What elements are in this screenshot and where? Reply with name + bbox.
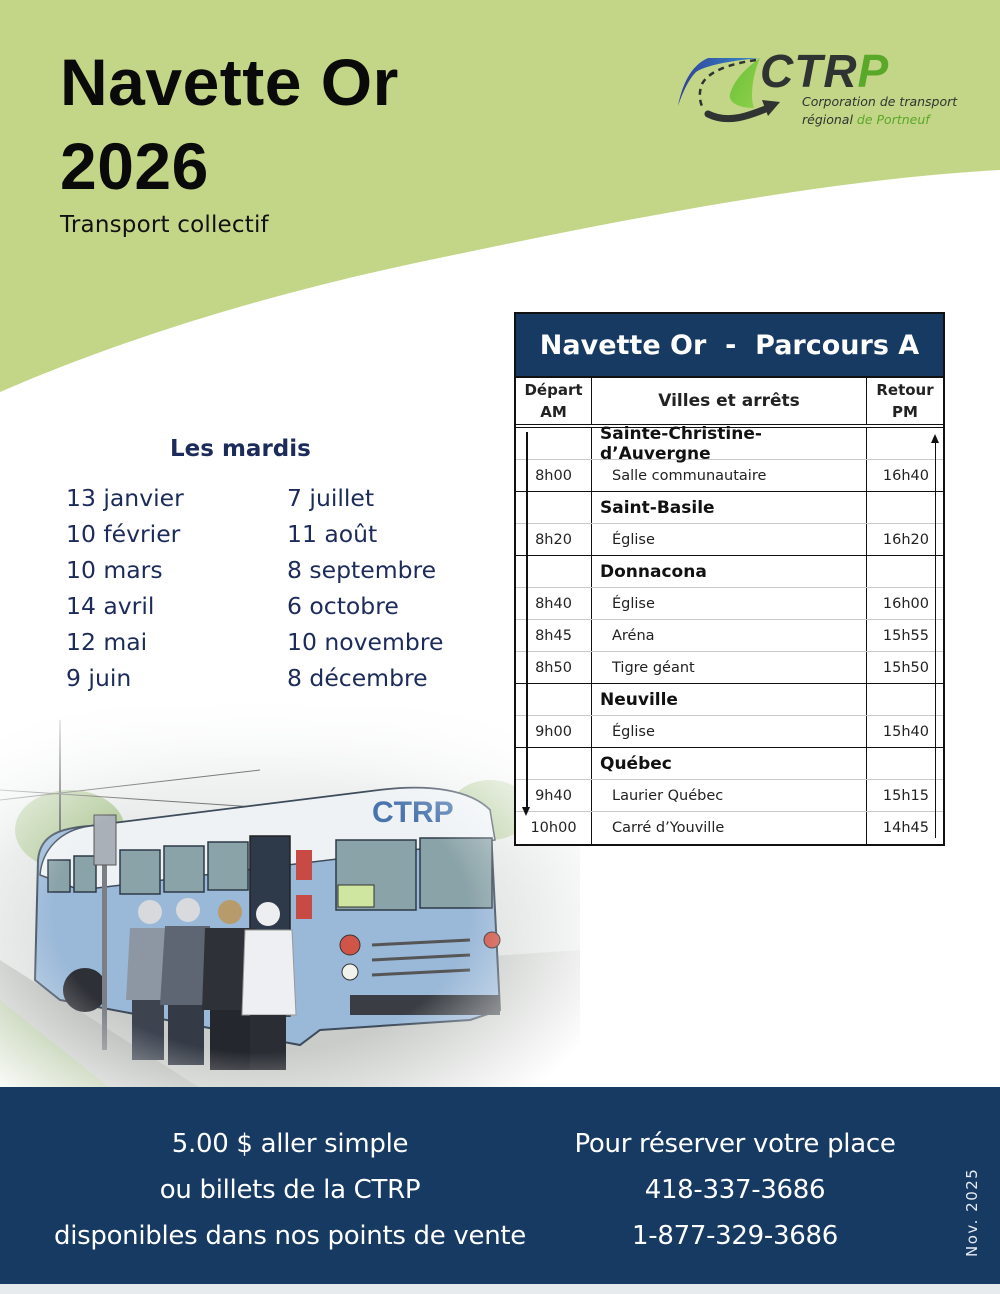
cell-depart: 8h40 [516, 588, 592, 619]
cell-stop: Laurier Québec [592, 780, 867, 811]
date-item: 10 mars [66, 556, 163, 584]
cell-stop: Église [592, 588, 867, 619]
fare-line: disponibles dans nos points de vente [54, 1221, 526, 1251]
table-row-city [516, 748, 943, 780]
bus-illustration [0, 700, 580, 1088]
table-row-stop [516, 716, 943, 748]
cell-stop: Église [592, 524, 867, 555]
date-item: 11 août [287, 520, 378, 548]
schedule-body [516, 423, 943, 844]
dates-heading: Les mardis [170, 436, 311, 462]
title-block [60, 40, 399, 238]
date-item: 13 janvier [66, 484, 184, 512]
cell-stop: Église [592, 716, 867, 747]
date-item: 9 juin [66, 664, 132, 692]
footer-reservation-info [555, 1121, 915, 1259]
cell-depart: 8h00 [516, 460, 592, 491]
cell-retour [867, 556, 943, 587]
footer-bottom-strip [0, 1284, 1000, 1294]
table-row-city [516, 684, 943, 716]
footer-fare-info [0, 1121, 580, 1259]
header-depart-am [516, 378, 592, 424]
cell-retour: 16h00 [882, 595, 929, 612]
table-row-stop [516, 652, 943, 684]
cell-stop: Aréna [592, 620, 867, 651]
fare-line: ou billets de la CTRP [159, 1175, 421, 1205]
publication-date: Nov. 2025 [963, 1167, 981, 1257]
date-item: 6 octobre [287, 592, 399, 620]
cell-retour [867, 492, 943, 523]
cell-city: Saint-Basile [592, 492, 867, 523]
schedule-title: Navette Or - Parcours A [516, 314, 943, 378]
logo-tagline-line-2a: régional [802, 112, 857, 127]
cell-retour: 15h15 [882, 787, 929, 804]
cell-depart: 9h40 [516, 780, 592, 811]
date-item: 12 mai [66, 628, 148, 656]
ctrp-logo [668, 46, 968, 141]
reservation-label: Pour réserver votre place [574, 1129, 896, 1159]
header-retour-pm [867, 378, 943, 424]
header-depart-label: Départ [524, 381, 583, 399]
page-subtitle: Transport collectif [60, 212, 269, 238]
date-item: 10 novembre [287, 628, 444, 656]
logo-tagline-line-1: Corporation de transport [802, 94, 958, 109]
cell-city: Neuville [592, 684, 867, 715]
date-item: 7 juillet [287, 484, 375, 512]
table-row-stop [516, 588, 943, 620]
cell-depart: 10h00 [516, 812, 592, 844]
cell-retour: 15h40 [882, 723, 929, 740]
logo-brand-p: P [857, 45, 890, 97]
cell-depart: 8h20 [516, 524, 592, 555]
phone-local: 418-337-3686 [644, 1175, 826, 1205]
table-row-city [516, 423, 943, 464]
dates-column-right [287, 480, 443, 696]
cell-retour: 15h50 [882, 659, 929, 676]
schedule-table [514, 312, 945, 846]
cell-depart: 8h50 [516, 652, 592, 683]
table-row-stop [516, 620, 943, 652]
cell-stop: Tigre géant [592, 652, 867, 683]
cell-retour [867, 428, 943, 459]
cell-retour: 15h55 [882, 627, 929, 644]
cell-retour: 16h20 [882, 531, 929, 548]
arrow-down-icon [526, 432, 528, 810]
schedule-header-row [516, 378, 943, 428]
phone-tollfree: 1-877-329-3686 [632, 1221, 838, 1251]
arrow-up-icon [935, 442, 937, 838]
footer-banner [0, 1087, 1000, 1284]
cell-city: Sainte-Christine-d’Auvergne [592, 428, 867, 459]
fare-line: 5.00 $ aller simple [171, 1129, 409, 1159]
header-retour-label: Retour [876, 381, 934, 399]
cell-depart: 8h45 [516, 620, 592, 651]
cell-stop: Salle communautaire [592, 460, 867, 491]
table-row-stop [516, 780, 943, 812]
cell-city: Québec [592, 748, 867, 779]
date-item: 8 décembre [287, 664, 428, 692]
cell-depart: 9h00 [516, 716, 592, 747]
page-title-line-2: 2026 [60, 129, 209, 203]
date-item: 10 février [66, 520, 181, 548]
page-title-line-1: Navette Or [60, 45, 399, 119]
cell-stop: Carré d’Youville [592, 812, 867, 844]
cell-retour: 14h45 [882, 820, 929, 836]
date-item: 8 septembre [287, 556, 437, 584]
header-am-label: AM [540, 403, 567, 421]
table-row-stop [516, 812, 943, 844]
dates-column-left [66, 480, 184, 696]
header-stops: Villes et arrêts [592, 378, 867, 424]
cell-retour [867, 748, 943, 779]
logo-brand-text [760, 44, 889, 98]
table-row-city [516, 492, 943, 524]
table-row-stop [516, 524, 943, 556]
logo-tagline [802, 93, 957, 129]
date-item: 14 avril [66, 592, 155, 620]
logo-tagline-line-2b: de Portneuf [856, 112, 930, 127]
logo-brand-ctr: CTR [760, 45, 858, 97]
cell-city: Donnacona [592, 556, 867, 587]
table-row-city [516, 556, 943, 588]
header-pm-label: PM [892, 403, 918, 421]
cell-retour: 16h40 [882, 467, 929, 484]
table-row-stop [516, 460, 943, 492]
cell-retour [867, 684, 943, 715]
